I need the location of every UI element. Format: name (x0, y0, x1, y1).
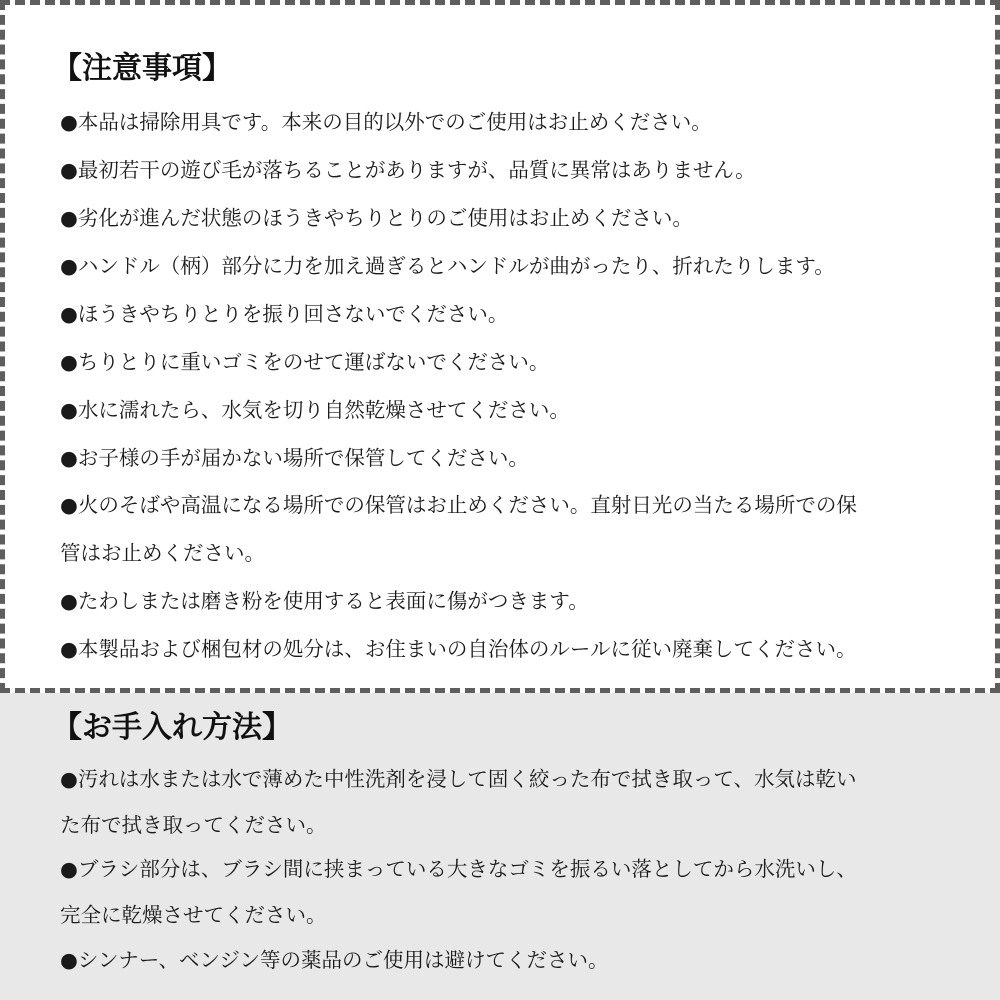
caution-line: ●火のそばや高温になる場所での保管はお止めください。直射日光の当たる場所での保 (60, 493, 857, 517)
caution-line: ●たわしまたは磨き粉を使用すると表面に傷がつきます。 (60, 589, 589, 613)
caution-line: 管はお止めください。 (60, 541, 265, 565)
caution-line: ●水に濡れたら、水気を切り自然乾燥させてください。 (60, 398, 570, 422)
care-line: ●シンナー、ベンジン等の薬品のご使用は避けてください。 (60, 948, 609, 972)
caution-line: ●本品は掃除用具です。本来の目的以外でのご使用はお止めください。 (60, 110, 712, 134)
care-line: ●ブラシ部分は、ブラシ間に挟まっている大きなゴミを振るい落としてから水洗いし、 (60, 857, 857, 881)
caution-line: ●最初若干の遊び毛が落ちることがありますが、品質に異常はありません。 (60, 158, 756, 182)
caution-line: ●ハンドル（柄）部分に力を加え過ぎるとハンドルが曲がったり、折れたりします。 (60, 254, 835, 278)
caution-line: ●劣化が進んだ状態のほうきやちりとりのご使用はお止めください。 (60, 206, 693, 230)
caution-line: ●ちりとりに重いゴミをのせて運ばないでください。 (60, 350, 550, 374)
caution-title: 【注意事項】 (52, 51, 232, 86)
care-line: ●汚れは水または水で薄めた中性洗剤を浸して固く絞った布で拭き取って、水気は乾い (60, 767, 857, 791)
caution-line: ●本製品および梱包材の処分は、お住まいの自治体のルールに従い廃棄してください。 (60, 637, 857, 661)
care-line: た布で拭き取ってください。 (60, 813, 327, 837)
care-line: 完全に乾燥させてください。 (60, 903, 327, 927)
caution-line: ●お子様の手が届かない場所で保管してください。 (60, 446, 529, 470)
caution-line: ●ほうきやちりとりを振り回さないでください。 (60, 302, 509, 326)
care-title: 【お手入れ方法】 (52, 710, 292, 745)
